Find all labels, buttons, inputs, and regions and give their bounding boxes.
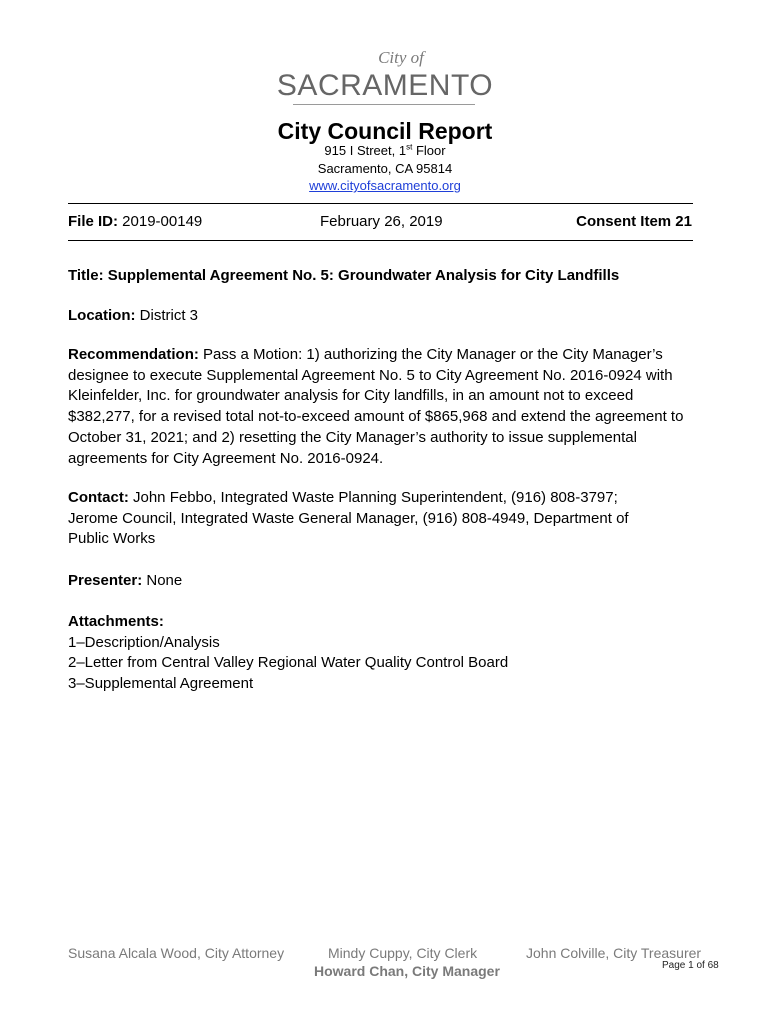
contact [68, 488, 698, 550]
footer-city-clerk: Mindy Cuppy, City Clerk [328, 945, 478, 961]
header-rule-top [68, 203, 693, 204]
consent-item: Consent Item 21 [576, 213, 692, 230]
footer-city-manager: Howard Chan, City Manager [314, 963, 500, 979]
footer-city-treasurer: John Colville, City Treasurer [526, 945, 702, 961]
presenter: Presenter: None [68, 572, 183, 589]
recommendation-line: $382,277, for a revised total not-to-exceed amount of $865,968 and extend the agreement to [68, 408, 684, 426]
recommendation-line: Recommendation: Pass a Motion: 1) authorizing the City Manager or the City Manager’s [68, 346, 663, 363]
contact-line: Jerome Council, Integrated Waste General Manager, (916) 808-4949, Department of [68, 509, 629, 527]
recommendation-line: October 31, 2021; and 2) resetting the City Manager’s authority to issue supplemental [68, 428, 637, 446]
attachments-heading: Attachments: [68, 613, 164, 630]
report-date: February 26, 2019 [320, 213, 443, 230]
contact-line: Public Works [68, 530, 156, 548]
footer-city-attorney: Susana Alcala Wood, City Attorney [68, 945, 285, 961]
recommendation [68, 345, 698, 469]
file-id: File ID: 2019-00149 [68, 213, 203, 230]
attachment-item: 3–Supplemental Agreement [68, 675, 254, 693]
report-title: City Council Report [277, 118, 493, 144]
address-line-2: Sacramento, CA 95814 [317, 161, 453, 176]
recommendation-line: agreements for City Agreement No. 2016-0924. [68, 449, 384, 467]
report-subject-title: Title: Supplemental Agreement No. 5: Groundwater Analysis for City Landfills [68, 267, 620, 284]
recommendation-line: designee to execute Supplemental Agreement No. 5 to City Agreement No. 2016-0924 with [68, 366, 673, 384]
logo-city-of: City of [378, 48, 424, 67]
attachment-item: 1–Description/Analysis [68, 633, 220, 651]
logo-sacramento: SACRAMENTO [276, 69, 494, 102]
logo-underline [293, 104, 475, 105]
page-number: Page 1 of 68 [662, 960, 719, 971]
attachments [68, 612, 698, 695]
website-link[interactable]: www.cityofsacramento.org [309, 178, 461, 193]
header-rule-bottom [68, 240, 693, 241]
attachment-item: 2–Letter from Central Valley Regional Water Quality Control Board [68, 654, 509, 672]
recommendation-line: Kleinfelder, Inc. for groundwater analysis for City landfills, in an amount not to exceed [68, 387, 634, 405]
contact-line: Contact: John Febbo, Integrated Waste Planning Superintendent, (916) 808-3797; [68, 489, 618, 506]
location: Location: District 3 [68, 307, 199, 324]
address-line-1: 915 I Street, 1st Floor [324, 142, 446, 158]
